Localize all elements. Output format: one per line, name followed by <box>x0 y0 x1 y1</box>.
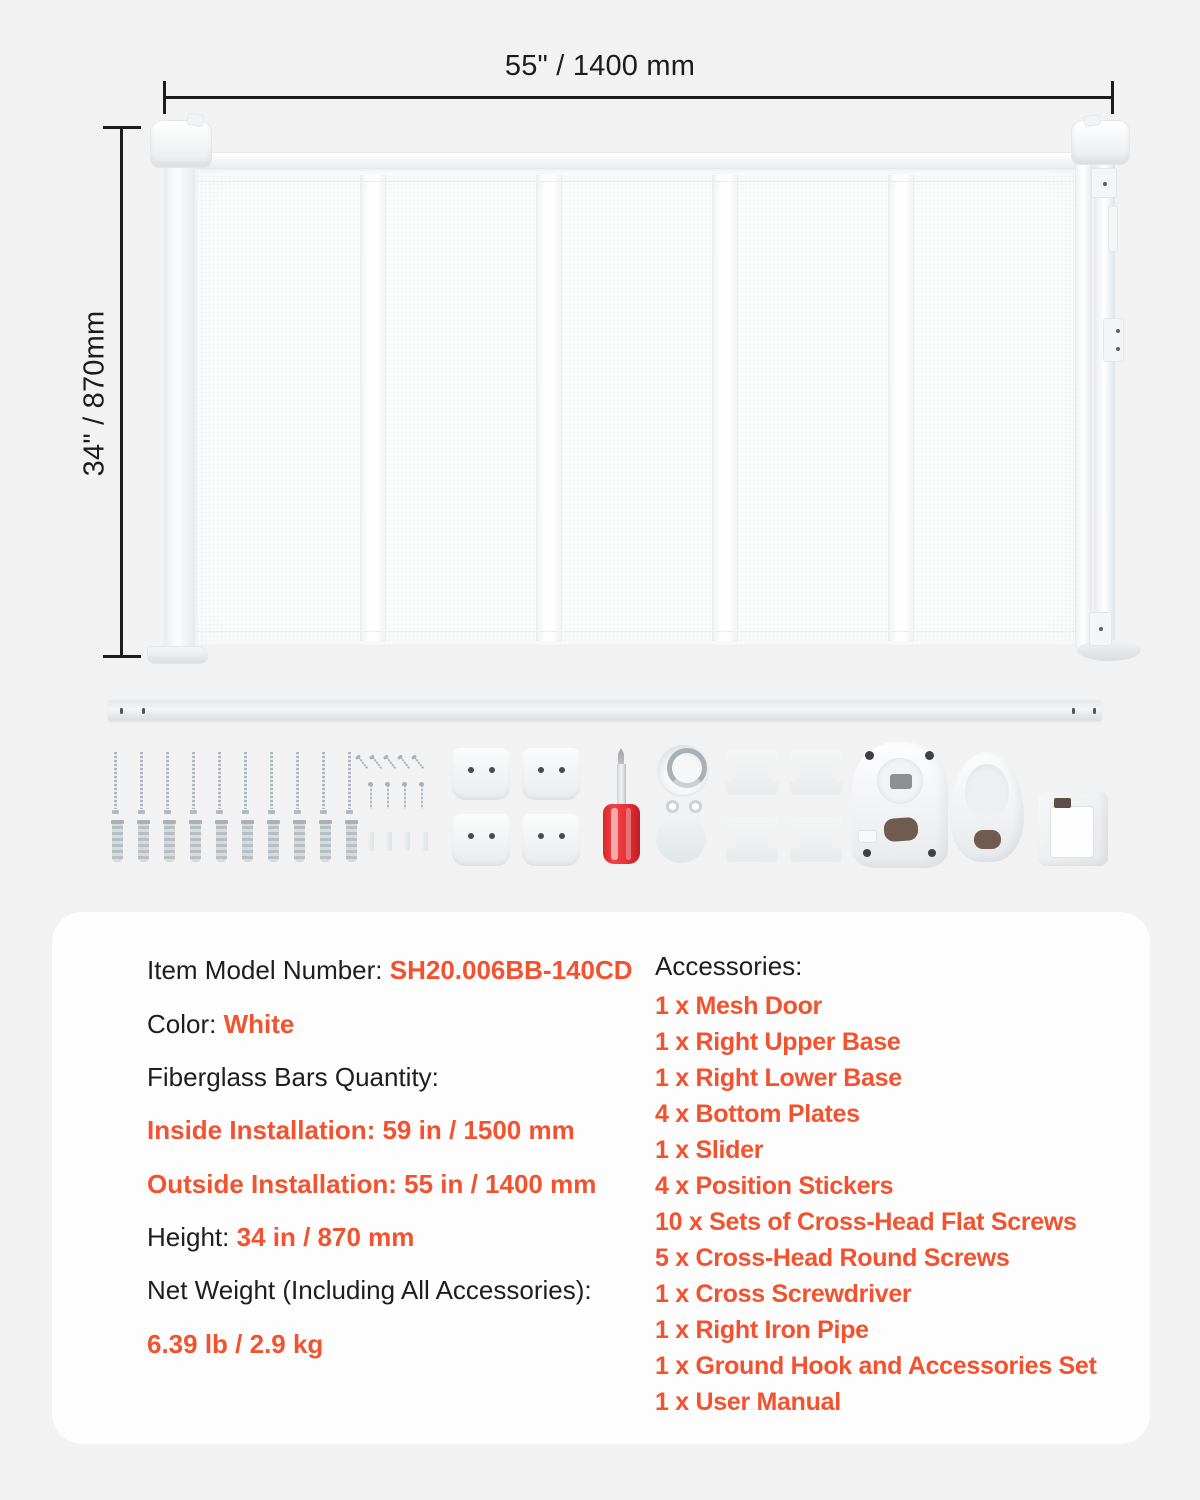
mesh-seam <box>536 175 562 641</box>
plate-hole <box>468 833 474 839</box>
base-screw-dot <box>863 849 871 857</box>
plate-hole <box>489 833 495 839</box>
accessory-item: 1 x Slider <box>655 1136 764 1164</box>
accessory-item: 10 x Sets of Cross-Head Flat Screws <box>655 1208 1077 1236</box>
long-screws-group <box>112 752 353 814</box>
spec-row-inside-installation <box>147 1113 575 1147</box>
base-tab <box>858 830 877 843</box>
mesh-bottom-hem <box>197 631 1075 632</box>
wall-anchor <box>138 820 149 862</box>
small-screws-group <box>360 754 421 772</box>
mesh-seam <box>360 175 386 641</box>
round-screws-group <box>368 782 424 809</box>
plate-hole <box>489 767 495 773</box>
accessory-item: 1 x Right Upper Base <box>655 1028 901 1056</box>
small-screw <box>411 754 426 771</box>
accessories-title: Accessories: <box>655 951 803 981</box>
bottom-plate <box>452 814 510 866</box>
washer-ring <box>689 800 702 813</box>
position-sticker <box>726 750 778 795</box>
wall-bracket <box>1038 792 1108 866</box>
accessory-item: 1 x Mesh Door <box>655 992 822 1020</box>
long-screw <box>294 752 301 814</box>
rail-hole <box>1072 708 1075 714</box>
round-screw <box>402 782 407 809</box>
plate-hole <box>468 767 474 773</box>
width-dimension-tick-right <box>1111 81 1114 114</box>
gate-right-cap <box>1071 120 1130 165</box>
bottom-plate <box>522 814 580 866</box>
rail-hole <box>1093 708 1096 714</box>
spec-value: Inside Installation: 59 in / 1500 mm <box>147 1115 575 1145</box>
spec-label: Net Weight (Including All Accessories): <box>147 1275 592 1305</box>
position-sticker <box>790 750 842 795</box>
long-screw <box>268 752 275 814</box>
spec-value: Outside Installation: 55 in / 1400 mm <box>147 1169 597 1199</box>
round-screw <box>419 782 424 809</box>
bracket-cutout <box>1050 806 1094 858</box>
spec-label: Color: <box>147 1009 224 1039</box>
gate-mesh-panel <box>196 170 1076 646</box>
accessory-item: 1 x Right Iron Pipe <box>655 1316 869 1344</box>
right-lower-base <box>950 752 1024 862</box>
mesh-top-hem <box>197 181 1075 182</box>
plate-hole <box>559 833 565 839</box>
plastic-peg <box>368 832 374 851</box>
gate-upper-latch <box>1091 168 1117 198</box>
position-stickers-group <box>726 750 844 862</box>
slider-cap <box>658 745 708 795</box>
spec-row-height <box>147 1220 414 1254</box>
long-screw <box>112 752 119 814</box>
screwdriver-shaft <box>617 764 626 808</box>
base-screw-dot <box>928 849 936 857</box>
width-dimension-line <box>164 96 1114 99</box>
plastic-peg <box>404 832 410 851</box>
plastic-peg <box>422 832 428 851</box>
height-dimension-tick-top <box>103 126 141 129</box>
base-metal-slot <box>890 774 912 789</box>
long-screw <box>346 752 353 814</box>
accessory-item: 1 x User Manual <box>655 1388 841 1416</box>
round-screw <box>368 782 373 809</box>
latch-screw-dot <box>1103 182 1107 186</box>
long-screw <box>320 752 327 814</box>
mesh-seam <box>888 175 914 641</box>
mesh-seam <box>712 175 738 641</box>
long-screw <box>164 752 171 814</box>
gate-left-post <box>164 163 195 652</box>
gate-top-rail <box>189 152 1106 169</box>
bottom-plates-group <box>452 748 582 866</box>
base-screw-dot <box>925 751 934 760</box>
spec-value: 34 in / 870 mm <box>236 1222 415 1252</box>
wall-anchor <box>216 820 227 862</box>
wall-anchor <box>164 820 175 862</box>
position-sticker <box>726 817 778 862</box>
accessory-item: 4 x Bottom Plates <box>655 1100 860 1128</box>
gate-left-foot <box>147 646 208 664</box>
plastic-peg <box>386 832 392 851</box>
wall-rail-bar <box>108 700 1102 721</box>
accessory-item: 1 x Right Lower Base <box>655 1064 902 1092</box>
long-screw <box>190 752 197 814</box>
gate-lower-latch <box>1089 612 1112 646</box>
round-screw <box>385 782 390 809</box>
bottom-plate <box>452 748 510 800</box>
plastic-pegs-group <box>368 832 428 851</box>
base-hole <box>974 830 1001 849</box>
screwdriver-handle <box>603 804 640 864</box>
wall-anchor <box>346 820 357 862</box>
long-screw <box>216 752 223 814</box>
spec-value: White <box>223 1009 295 1039</box>
washer-ring <box>666 800 679 813</box>
bottom-plate <box>522 748 580 800</box>
bracket-slot <box>1054 798 1071 808</box>
base-recess <box>965 764 1009 820</box>
latch-screw-dot <box>1116 347 1120 351</box>
long-screw <box>242 752 249 814</box>
spec-row-bars-quantity <box>147 1060 439 1094</box>
spec-value: SH20.006BB-140CD <box>389 955 633 985</box>
latch-screw-dot <box>1099 627 1103 631</box>
spec-value: 6.39 lb / 2.9 kg <box>147 1329 324 1359</box>
wall-anchor <box>112 820 123 862</box>
height-dimension-line <box>120 127 123 658</box>
width-dimension-tick-left <box>163 81 166 114</box>
ground-hook-base <box>852 742 948 868</box>
accessory-item: 1 x Cross Screwdriver <box>655 1280 912 1308</box>
cover-disc <box>656 815 706 863</box>
spec-label: Fiberglass Bars Quantity: <box>147 1062 439 1092</box>
gate-side-clip <box>1108 206 1118 252</box>
long-screw <box>138 752 145 814</box>
accessory-item: 1 x Ground Hook and Accessories Set <box>655 1352 1097 1380</box>
spec-row-model <box>147 953 633 987</box>
spec-label: Height: <box>147 1222 237 1252</box>
wall-anchor <box>294 820 305 862</box>
gate-pull-bar <box>1075 161 1092 649</box>
position-sticker <box>790 817 842 862</box>
accessory-item: 4 x Position Stickers <box>655 1172 894 1200</box>
base-hole <box>883 817 919 842</box>
spec-row-color <box>147 1007 294 1041</box>
wall-anchor <box>320 820 331 862</box>
cross-screwdriver <box>598 748 644 864</box>
spec-row-weight-value <box>147 1327 323 1361</box>
plate-hole <box>538 833 544 839</box>
width-dimension-label: 55" / 1400 mm <box>504 50 696 82</box>
rail-hole <box>142 708 145 714</box>
spec-label: Item Model Number: <box>147 955 390 985</box>
latch-screw-dot <box>1116 329 1120 333</box>
accessories-list <box>655 988 1097 1420</box>
plate-hole <box>538 767 544 773</box>
wall-anchor <box>242 820 253 862</box>
wall-anchors-group <box>112 820 357 862</box>
spec-row-outside-installation <box>147 1167 596 1201</box>
height-dimension-tick-bottom <box>103 655 141 658</box>
gate-mid-latch <box>1103 318 1124 362</box>
base-screw-dot <box>865 751 874 760</box>
plate-hole <box>559 767 565 773</box>
rail-hole <box>120 708 123 714</box>
spec-row-net-weight <box>147 1273 592 1307</box>
wall-anchor <box>268 820 279 862</box>
wall-anchor <box>190 820 201 862</box>
height-dimension-label: 34" / 870mm <box>78 310 111 477</box>
gate-left-cap <box>150 120 212 168</box>
accessory-item: 5 x Cross-Head Round Screws <box>655 1244 1010 1272</box>
